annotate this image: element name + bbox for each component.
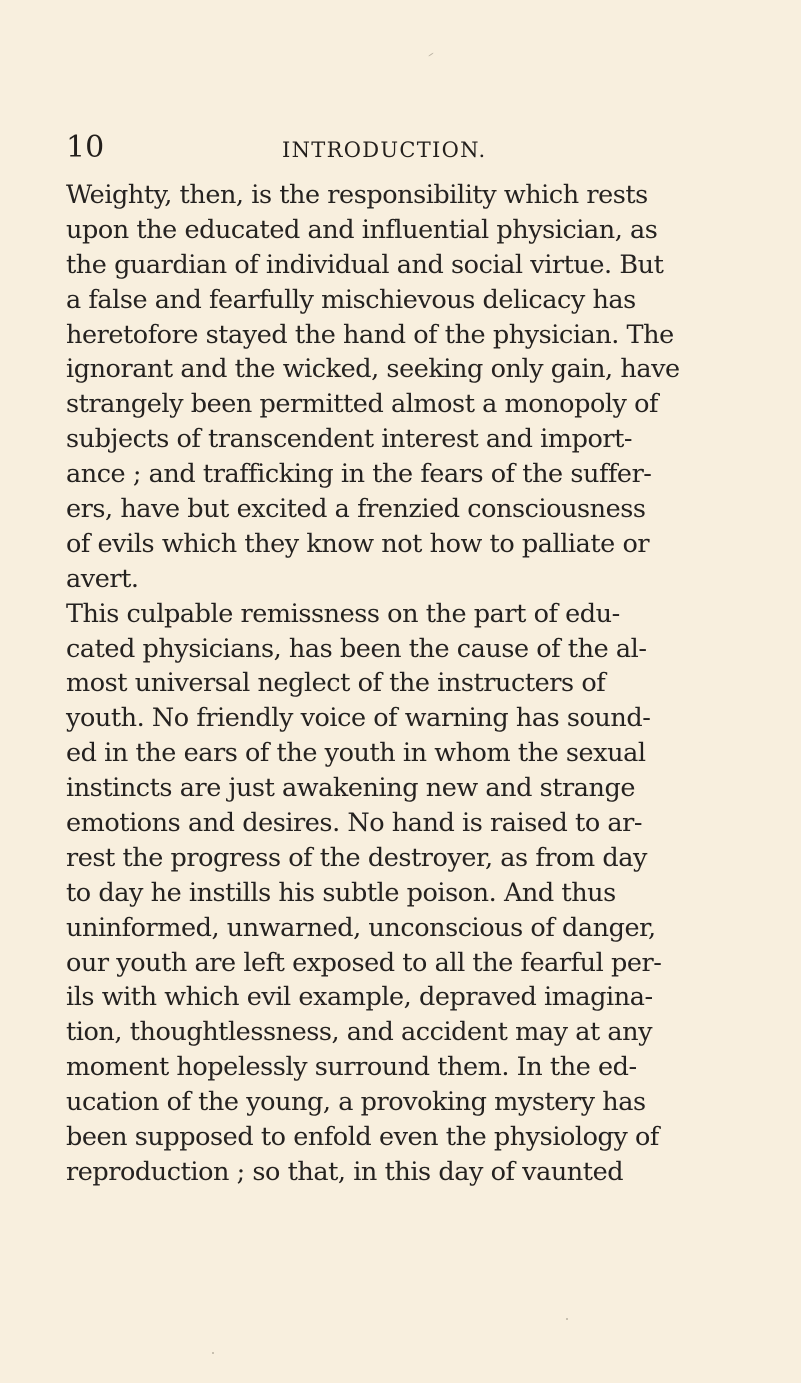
text-line: to day he instills his subtle poison. And thus [66, 877, 616, 908]
text-line: avert. [66, 563, 139, 594]
paper-speck [566, 1318, 568, 1320]
text-line: strangely been permitted almost a monopoly of [66, 389, 659, 420]
paper-speck [212, 1352, 214, 1354]
text-line: our youth are left exposed to all the fearful per- [66, 947, 662, 978]
text-line: subjects of transcendent interest and import- [66, 424, 633, 455]
body-text [66, 178, 788, 1190]
text-line: cated physicians, has been the cause of the al- [66, 633, 647, 664]
text-line: ils with which evil example, depraved imagina- [66, 982, 653, 1013]
text-line: upon the educated and influential physician, as [66, 214, 658, 245]
text-line: ers, have but excited a frenzied consciousness [66, 494, 646, 525]
text-line: ance ; and trafficking in the fears of the suffer- [66, 459, 652, 490]
text-line: youth. No friendly voice of warning has sound- [66, 703, 651, 734]
text-line: ed in the ears of the youth in whom the sexual [66, 738, 646, 769]
text-line: instincts are just awakening new and strange [66, 773, 636, 804]
running-head [66, 130, 706, 170]
text-line: moment hopelessly surround them. In the ed- [66, 1052, 637, 1083]
text-line: Weighty, then, is the responsibility which rests [66, 180, 648, 210]
paper-speck [428, 52, 433, 56]
text-line: heretofore stayed the hand of the physician. The [66, 319, 674, 350]
running-title: INTRODUCTION. [282, 138, 487, 162]
text-line: This culpable remissness on the part of edu- [66, 598, 620, 629]
text-line: ignorant and the wicked, seeking only gain, have [66, 354, 680, 385]
text-line: of evils which they know not how to palliate or [66, 528, 650, 559]
text-line: a false and fearfully mischievous delicacy has [66, 284, 636, 315]
text-line: been supposed to enfold even the physiology of [66, 1122, 659, 1153]
text-line: tion, thoughtlessness, and accident may at any [66, 1017, 653, 1048]
text-line: emotions and desires. No hand is raised to ar- [66, 808, 643, 839]
page-number: 10 [66, 130, 105, 165]
text-line: the guardian of individual and social virtue. But [66, 249, 664, 280]
text-line: uninformed, unwarned, unconscious of danger, [66, 912, 656, 943]
text-line: ucation of the young, a provoking mystery has [66, 1087, 646, 1118]
text-line: most universal neglect of the instructers of [66, 668, 606, 699]
text-line: rest the progress of the destroyer, as from day [66, 842, 647, 873]
text-line: reproduction ; so that, in this day of vaunted [66, 1156, 624, 1187]
